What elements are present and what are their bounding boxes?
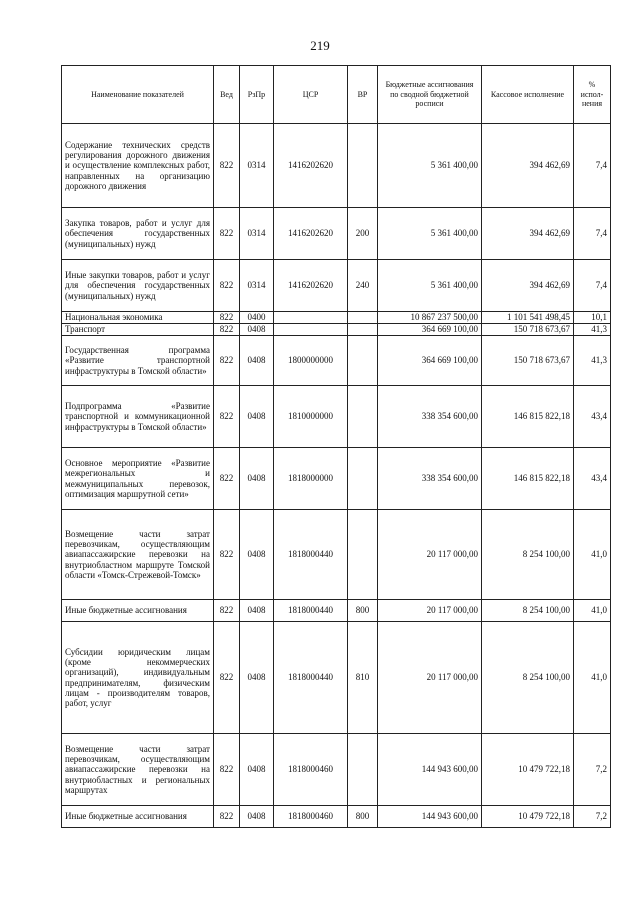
cell-cash: 150 718 673,67	[482, 336, 574, 386]
cell-ved: 822	[214, 600, 240, 622]
header-vr: ВР	[348, 66, 378, 124]
cell-csr: 1818000440	[274, 600, 348, 622]
cell-vr	[348, 124, 378, 208]
table-row	[62, 260, 611, 312]
cell-pct: 43,4	[574, 448, 611, 510]
cell-cash: 150 718 673,67	[482, 324, 574, 336]
cell-ved: 822	[214, 208, 240, 260]
cell-plan: 144 943 600,00	[378, 806, 482, 828]
cell-vr	[348, 448, 378, 510]
cell-plan: 338 354 600,00	[378, 448, 482, 510]
cell-pct: 41,3	[574, 336, 611, 386]
cell-rzpr: 0408	[240, 806, 274, 828]
cell-rzpr: 0408	[240, 386, 274, 448]
cell-name: Транспорт	[62, 324, 214, 336]
cell-pct: 7,2	[574, 734, 611, 806]
table-row	[62, 622, 611, 734]
cell-name: Иные закупки товаров, работ и услуг для обеспечения государственных (муниципальных) нужд	[62, 260, 214, 312]
cell-csr: 1818000440	[274, 622, 348, 734]
cell-pct: 7,2	[574, 806, 611, 828]
cell-vr: 800	[348, 600, 378, 622]
cell-rzpr: 0400	[240, 312, 274, 324]
table-row	[62, 312, 611, 324]
cell-ved: 822	[214, 806, 240, 828]
cell-csr	[274, 312, 348, 324]
cell-ved: 822	[214, 336, 240, 386]
page-number: 219	[310, 38, 330, 53]
cell-pct: 7,4	[574, 260, 611, 312]
cell-name: Подпрограмма «Развитие транспортной и коммуникационной инфраструктуры в Томской области»	[62, 386, 214, 448]
cell-csr: 1416202620	[274, 208, 348, 260]
cell-ved: 822	[214, 312, 240, 324]
cell-cash: 394 462,69	[482, 124, 574, 208]
cell-rzpr: 0408	[240, 734, 274, 806]
table-row	[62, 336, 611, 386]
cell-plan: 144 943 600,00	[378, 734, 482, 806]
table-row	[62, 806, 611, 828]
cell-ved: 822	[214, 260, 240, 312]
cell-name: Иные бюджетные ассигнования	[62, 806, 214, 828]
header-cash: Кассовое исполнение	[482, 66, 574, 124]
cell-name: Государственная программа «Развитие транспортной инфраструктуры в Томской области»	[62, 336, 214, 386]
cell-ved: 822	[214, 510, 240, 600]
header-pct: % испол-нения	[574, 66, 611, 124]
header-name: Наименование показателей	[62, 66, 214, 124]
cell-cash: 10 479 722,18	[482, 806, 574, 828]
cell-ved: 822	[214, 386, 240, 448]
cell-vr: 800	[348, 806, 378, 828]
cell-rzpr: 0408	[240, 448, 274, 510]
cell-rzpr: 0408	[240, 622, 274, 734]
cell-cash: 1 101 541 498,45	[482, 312, 574, 324]
cell-name: Национальная экономика	[62, 312, 214, 324]
cell-plan: 20 117 000,00	[378, 600, 482, 622]
cell-plan: 364 669 100,00	[378, 324, 482, 336]
cell-name: Закупка товаров, работ и услуг для обеспечения государственных (муниципальных) нужд	[62, 208, 214, 260]
table-row	[62, 208, 611, 260]
cell-vr: 200	[348, 208, 378, 260]
cell-name: Возмещение части затрат перевозчикам, осуществляющим авиапассажирские перевозки на внутриобластном маршруте Томской области «Томск-Стрежевой-Томск»	[62, 510, 214, 600]
cell-cash: 8 254 100,00	[482, 600, 574, 622]
cell-rzpr: 0314	[240, 208, 274, 260]
cell-cash: 146 815 822,18	[482, 386, 574, 448]
cell-ved: 822	[214, 324, 240, 336]
cell-vr	[348, 312, 378, 324]
cell-rzpr: 0408	[240, 510, 274, 600]
cell-ved: 822	[214, 124, 240, 208]
cell-cash: 394 462,69	[482, 208, 574, 260]
cell-vr	[348, 734, 378, 806]
cell-name: Содержание технических средств регулирования дорожного движения и осуществление комплексных работ, направленных на организацию дорожного движения	[62, 124, 214, 208]
cell-vr: 240	[348, 260, 378, 312]
cell-vr: 810	[348, 622, 378, 734]
cell-plan: 10 867 237 500,00	[378, 312, 482, 324]
cell-csr: 1416202620	[274, 124, 348, 208]
cell-cash: 394 462,69	[482, 260, 574, 312]
cell-pct: 41,3	[574, 324, 611, 336]
cell-pct: 41,0	[574, 600, 611, 622]
cell-name: Основное мероприятие «Развитие межрегиональных и межмуниципальных перевозок, оптимизация маршрутной сети»	[62, 448, 214, 510]
cell-vr	[348, 336, 378, 386]
table-row	[62, 510, 611, 600]
cell-vr	[348, 510, 378, 600]
table-row	[62, 124, 611, 208]
cell-pct: 43,4	[574, 386, 611, 448]
cell-pct: 10,1	[574, 312, 611, 324]
cell-rzpr: 0408	[240, 324, 274, 336]
cell-csr: 1818000440	[274, 510, 348, 600]
cell-plan: 5 361 400,00	[378, 124, 482, 208]
cell-ved: 822	[214, 734, 240, 806]
cell-pct: 7,4	[574, 124, 611, 208]
cell-plan: 338 354 600,00	[378, 386, 482, 448]
header-rzpr: РзПр	[240, 66, 274, 124]
cell-name: Возмещение части затрат перевозчикам, осуществляющим авиапассажирские перевозки на внутриобластных и региональных маршрутах	[62, 734, 214, 806]
cell-csr: 1818000000	[274, 448, 348, 510]
cell-csr: 1818000460	[274, 734, 348, 806]
table-row	[62, 386, 611, 448]
cell-csr: 1800000000	[274, 336, 348, 386]
cell-plan: 5 361 400,00	[378, 260, 482, 312]
cell-csr: 1810000000	[274, 386, 348, 448]
cell-csr: 1416202620	[274, 260, 348, 312]
cell-cash: 10 479 722,18	[482, 734, 574, 806]
cell-plan: 20 117 000,00	[378, 622, 482, 734]
cell-rzpr: 0408	[240, 336, 274, 386]
table-row	[62, 324, 611, 336]
cell-plan: 20 117 000,00	[378, 510, 482, 600]
cell-cash: 8 254 100,00	[482, 622, 574, 734]
cell-ved: 822	[214, 448, 240, 510]
cell-pct: 41,0	[574, 510, 611, 600]
cell-pct: 7,4	[574, 208, 611, 260]
header-ved: Вед	[214, 66, 240, 124]
table-header-row	[62, 66, 611, 124]
cell-cash: 8 254 100,00	[482, 510, 574, 600]
cell-csr	[274, 324, 348, 336]
cell-ved: 822	[214, 622, 240, 734]
table-row	[62, 600, 611, 622]
cell-vr	[348, 324, 378, 336]
cell-pct: 41,0	[574, 622, 611, 734]
cell-name: Субсидии юридическим лицам (кроме некоммерческих организаций), индивидуальным предпринимателям, физическим лицам - производителям товаров, работ, услуг	[62, 622, 214, 734]
cell-name: Иные бюджетные ассигнования	[62, 600, 214, 622]
cell-cash: 146 815 822,18	[482, 448, 574, 510]
cell-csr: 1818000460	[274, 806, 348, 828]
cell-plan: 5 361 400,00	[378, 208, 482, 260]
cell-vr	[348, 386, 378, 448]
header-plan: Бюджетные ассигнования по сводной бюджетной росписи	[378, 66, 482, 124]
table-row	[62, 448, 611, 510]
table-row	[62, 734, 611, 806]
cell-rzpr: 0314	[240, 124, 274, 208]
header-csr: ЦСР	[274, 66, 348, 124]
cell-plan: 364 669 100,00	[378, 336, 482, 386]
cell-rzpr: 0408	[240, 600, 274, 622]
cell-rzpr: 0314	[240, 260, 274, 312]
budget-execution-table	[61, 65, 611, 828]
